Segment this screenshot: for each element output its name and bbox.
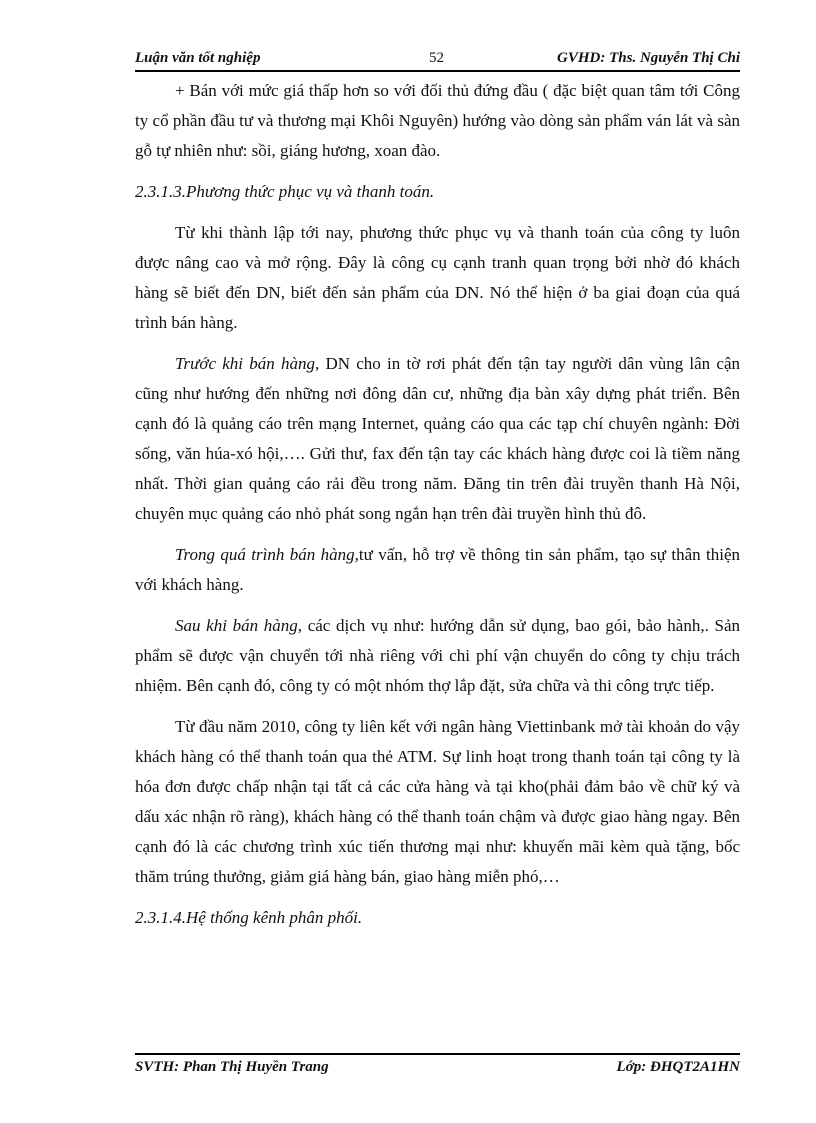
- paragraph-during-sale: [135, 540, 740, 600]
- advisor-name: GVHD: Ths. Nguyễn Thị Chi: [557, 50, 740, 66]
- class-code: Lớp: ĐHQT2A1HN: [616, 1059, 740, 1075]
- before-sale-label: Trước khi bán hàng: [175, 354, 315, 373]
- section-heading-distribution: 2.3.1.4.Hệ thống kênh phân phối.: [135, 908, 363, 927]
- during-sale-label: Trong quá trình bán hàng,: [175, 545, 359, 564]
- paragraph-before-sale: [135, 349, 740, 529]
- paragraph-after-sale: [135, 611, 740, 701]
- thesis-title: Luận văn tốt nghiệp: [135, 50, 261, 66]
- paragraph-pricing: + Bán với mức giá thấp hơn so với đối thủ đứng đầu ( đặc biệt quan tâm tới Công ty cổ phần đầu tư và thương mại Khôi Nguyên) hướng vào dòng sản phẩm ván lát và sàn gỗ tự nhiên như: sồi, giáng hương, xoan đào.: [135, 81, 740, 160]
- after-sale-label: Sau khi bán hàng: [175, 616, 298, 635]
- page-body: [135, 76, 740, 944]
- page-number: 52: [429, 50, 444, 66]
- after-sale-text: , các dịch vụ như: hướng dẫn sử dụng, bao gói, bảo hành,. Sản phẩm sẽ được vận chuyển tới nhà riêng với chi phí vận chuyển do công ty chịu trách nhiệm. Bên cạnh đó, công ty có một nhóm thợ lắp đặt, sửa chữa và thi công trực tiếp.: [135, 616, 740, 695]
- paragraph-payment: Từ đầu năm 2010, công ty liên kết với ngân hàng Viettinbank mở tài khoản do vậy khách hàng có thể thanh toán qua thẻ ATM. Sự linh hoạt trong thanh toán tại công ty là hóa đơn được chấp nhận tại tất cả các cửa hàng và tại kho(phải đảm bảo về chữ ký và dấu xác nhận rõ ràng), khách hàng có thể thanh toán chậm và được giao hàng ngay. Bên cạnh đó là các chương trình xúc tiến thương mại như: khuyến mãi kèm quà tặng, bốc thăm trúng thưởng, giảm giá hàng bán, giao hàng miễn phó,…: [135, 717, 740, 886]
- section-heading-service-payment: 2.3.1.3.Phương thức phục vụ và thanh toán.: [135, 182, 435, 201]
- paragraph-service-intro: Từ khi thành lập tới nay, phương thức phục vụ và thanh toán của công ty luôn được nâng cao và mở rộng. Đây là công cụ cạnh tranh quan trọng bởi nhờ đó khách hàng sẽ biết đến DN, biết đến sản phẩm của DN. Nó thể hiện ở ba giai đoạn của quá trình bán hàng.: [135, 223, 740, 332]
- page-header: [135, 48, 740, 72]
- during-sale-text: tư vấn, hỗ trợ về thông tin sản phẩm, tạo sự thân thiện với khách hàng.: [135, 545, 740, 594]
- before-sale-text: , DN cho in tờ rơi phát đến tận tay người dân vùng lân cận cũng như hướng đến những nơi đông dân cư, những địa bàn xây dựng phát triển. Bên cạnh đó là quảng cáo trên mạng Internet, quảng cáo qua các tạp chí chuyên ngành: Đời sống, văn húa-xó hội,…. Gửi thư, fax đến tận tay các khách hàng được coi là tiềm năng nhất. Thời gian quảng cáo rải đều trong năm. Đăng tin trên đài truyền thanh Hà Nội, chuyên mục quảng cáo nhỏ phát song ngắn hạn trên đài truyền hình thủ đô.: [135, 354, 741, 523]
- page-footer: [135, 1053, 740, 1081]
- student-name: SVTH: Phan Thị Huyền Trang: [135, 1059, 329, 1075]
